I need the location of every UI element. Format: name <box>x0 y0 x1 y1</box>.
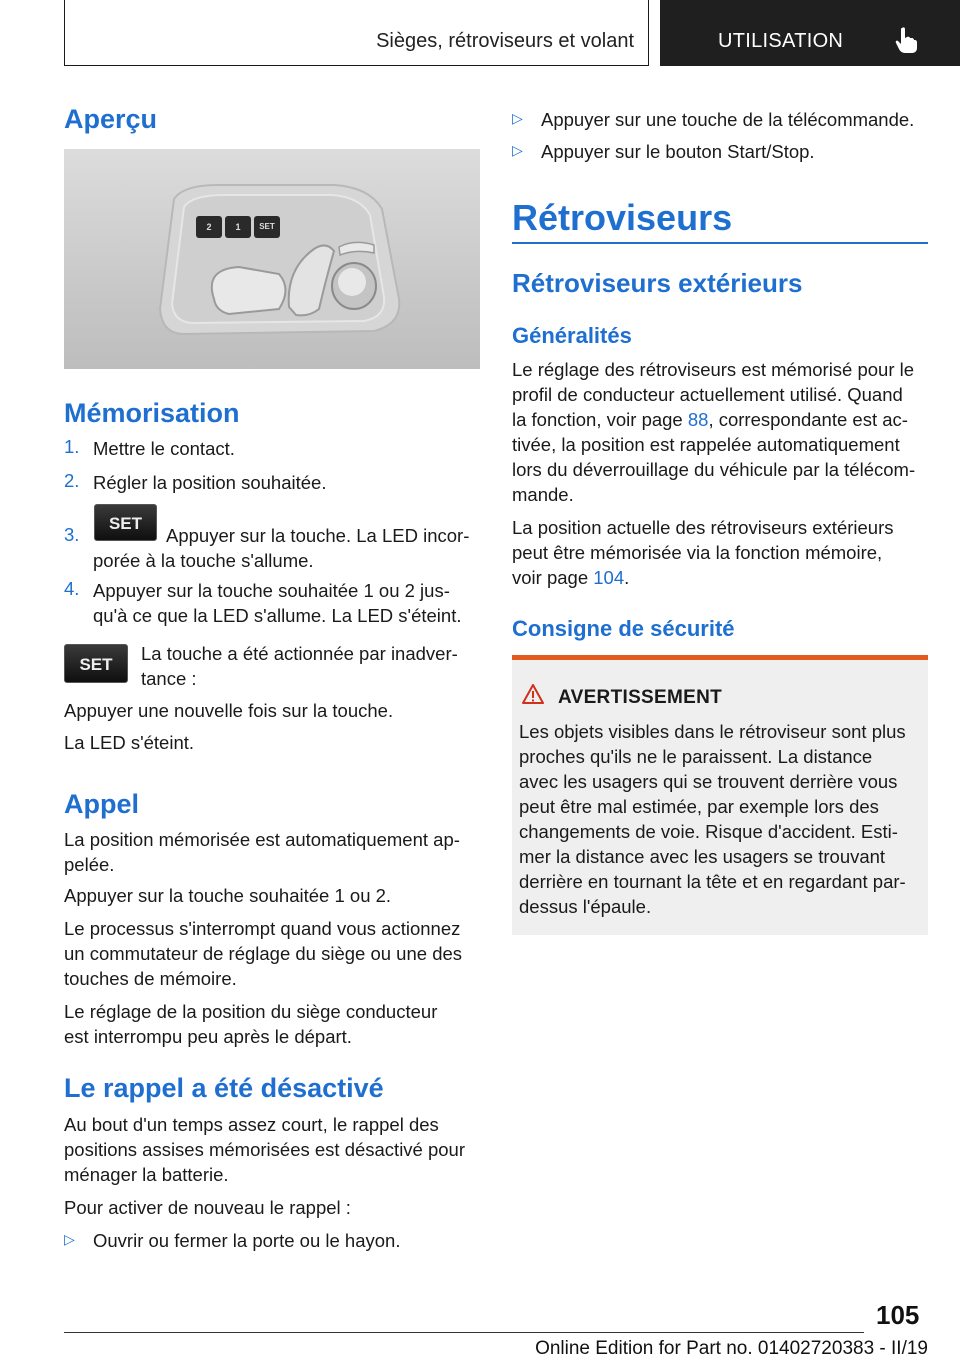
step-3-text-line1: Appuyer sur la touche. La LED incor- <box>166 525 470 546</box>
memory-button-2: 2 <box>196 216 222 238</box>
warning-line-5: changements de voie. Risque d'accident. Esti- <box>519 821 898 842</box>
seat-controls-illustration <box>64 149 480 369</box>
seat-controls-image <box>64 149 480 369</box>
appel-para-1-line1: La position mémorisée est automatiquement ap- <box>64 829 460 850</box>
appel-para-3-line1: Le processus s'interrompt quand vous actionnez <box>64 918 461 939</box>
step-3-text-line2: porée à la touche s'allume. <box>93 550 314 571</box>
deact-para-1-line2: positions assises mémorisées est désactivé pour <box>64 1139 466 1160</box>
header-section-title: Sièges, rétroviseurs et volant <box>376 30 634 52</box>
deact-para-2: Pour activer de nouveau le rappel : <box>64 1197 351 1218</box>
header-chapter-tab <box>660 0 960 66</box>
step-1-text: Mettre le contact. <box>93 438 235 459</box>
appel-para-3-line2: un commutateur de réglage du siège ou une des <box>64 943 463 964</box>
set-key-note-icon: SET <box>64 644 128 683</box>
retroviseurs-title: Rétroviseurs <box>512 197 733 238</box>
warning-triangle-icon <box>522 684 544 704</box>
gen-para-1-line6: mande. <box>512 484 574 505</box>
generalites-heading: Généralités <box>512 323 632 348</box>
warning-line-6: mer la distance avec les usagers se trouvant <box>519 846 886 867</box>
gen-text: la fonction, voir page <box>512 409 688 430</box>
deact-para-1-line3: ménager la batterie. <box>64 1164 229 1185</box>
deact-para-1-line1: Au bout d'un temps assez court, le rappel des <box>64 1114 439 1135</box>
bullet-text: Ouvrir ou fermer la porte ou le hayon. <box>93 1230 401 1251</box>
warning-box <box>512 655 928 935</box>
gen-para-1-line2: profil de conducteur actuellement utilisé. Quand <box>512 384 903 405</box>
warning-line-4: peut être mal estimée, par exemple lors des <box>519 796 879 817</box>
appel-para-1-line2: pelée. <box>64 854 115 875</box>
note-followup-2: La LED s'éteint. <box>64 732 195 753</box>
memorisation-heading: Mémorisation <box>64 398 240 428</box>
warning-line-7: derrière en tournant la tête et en regardant par- <box>519 871 906 892</box>
header-section-tab <box>64 0 649 66</box>
deactivated-heading: Le rappel a été désactivé <box>64 1073 384 1103</box>
step-3-number: 3. <box>64 524 80 545</box>
gen-text: voir page <box>512 567 594 588</box>
step-1-number: 1. <box>64 436 80 457</box>
set-key-icon: SET <box>94 504 157 541</box>
note-block <box>64 641 480 693</box>
appel-para-2: Appuyer sur la touche souhaitée 1 ou 2. <box>64 885 392 906</box>
gen-para-1-line1: Le réglage des rétroviseurs est mémorisé pour le <box>512 359 915 380</box>
gen-para-2-line1: La position actuelle des rétroviseurs extérieurs <box>512 517 894 538</box>
gen-para-2-line2: peut être mémorisée via la fonction mémoire, <box>512 542 883 563</box>
safety-heading: Consigne de sécurité <box>512 616 735 641</box>
note-text-line1: La touche a été actionnée par inadver- <box>141 643 458 664</box>
bullet-text: Appuyer sur une touche de la télécommande. <box>541 109 915 130</box>
gen-para-1-line5: lors du déverrouillage du véhicule par la télécom- <box>512 459 916 480</box>
footer-rule <box>64 1332 864 1333</box>
step-2-number: 2. <box>64 470 80 491</box>
page-number: 105 <box>876 1300 920 1330</box>
step-4-number: 4. <box>64 578 80 599</box>
gen-para-1-line3 <box>512 407 908 433</box>
appel-para-3-line3: touches de mémoire. <box>64 968 237 989</box>
triangle-bullet-icon: ▷ <box>512 142 523 158</box>
pointing-hand-icon <box>894 26 918 54</box>
footer-edition: Online Edition for Part no. 01402720383 - II/19 <box>535 1338 928 1359</box>
step-2-text: Régler la position souhaitée. <box>93 472 327 493</box>
gen-text: , correspondante est ac- <box>708 409 908 430</box>
step-4 <box>64 578 480 630</box>
warning-line-3: avec les usagers qui se trouvent derrière vous <box>519 771 898 792</box>
triangle-bullet-icon: ▷ <box>512 110 523 126</box>
header-chapter-title: UTILISATION <box>718 30 844 52</box>
gen-para-1-line4: tivée, la position est rappelée automatiquement <box>512 434 900 455</box>
page-88-link[interactable]: 88 <box>687 409 709 430</box>
appel-para-4-line2: est interrompu peu après le départ. <box>64 1026 352 1047</box>
step-4-text-line2: qu'à ce que la LED s'allume. La LED s'éteint. <box>93 605 462 626</box>
appel-para-4-line1: Le réglage de la position du siège conducteur <box>64 1001 438 1022</box>
gen-text: . <box>624 567 630 588</box>
warning-line-1: Les objets visibles dans le rétroviseur sont plus <box>519 721 906 742</box>
memory-button-set: SET <box>254 216 280 238</box>
gen-para-2-line3 <box>512 565 629 591</box>
warning-title: AVERTISSEMENT <box>558 687 723 708</box>
warning-line-2: proches qu'ils ne le paraissent. La distance <box>519 746 873 767</box>
apercu-heading: Aperçu <box>64 104 158 134</box>
memory-button-1: 1 <box>225 216 251 238</box>
title-rule <box>512 242 928 244</box>
exterior-mirrors-heading: Rétroviseurs extérieurs <box>512 268 803 298</box>
step-3 <box>64 504 480 570</box>
bullet-text: Appuyer sur le bouton Start/Stop. <box>541 141 815 162</box>
note-followup-1: Appuyer une nouvelle fois sur la touche. <box>64 700 394 721</box>
appel-heading: Appel <box>64 789 140 819</box>
triangle-bullet-icon: ▷ <box>64 1231 75 1247</box>
warning-line-8: dessus l'épaule. <box>519 896 652 917</box>
note-text-line2: tance : <box>141 668 197 689</box>
page-104-link[interactable]: 104 <box>593 567 625 588</box>
step-4-text-line1: Appuyer sur la touche souhaitée 1 ou 2 jus- <box>93 580 450 601</box>
